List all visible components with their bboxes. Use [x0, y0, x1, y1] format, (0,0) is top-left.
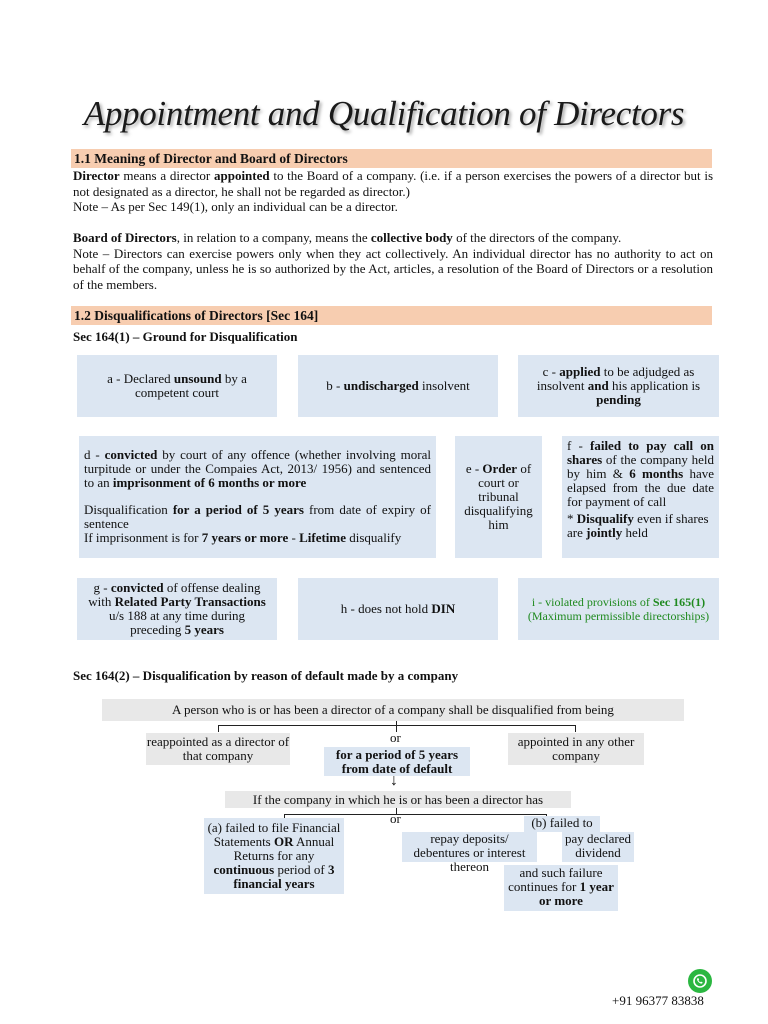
sub-heading-164-2: Sec 164(2) – Disqualification by reason of default made by a company [73, 668, 459, 683]
flow-branch-right [575, 725, 576, 732]
flow-branch-line [218, 725, 576, 726]
sub-heading-164-1: Sec 164(1) – Ground for Disqualification [73, 329, 298, 344]
page-title: Appointment and Qualification of Directors [83, 94, 685, 133]
ground-i-box: i - violated provisions of Sec 165(1) (Maximum permissible directorships) [518, 578, 719, 640]
section-heading-2: 1.2 Disqualifications of Directors [Sec 164] [71, 306, 712, 325]
board-definition: Board of Directors, in relation to a company, means the collective body of the directors of the company. Note – Directors can exercise powers only when they act collectively. An individual director has no authority to act on behalf of the company, unless he is so authorized by the Act, articles, a resolution of the Board of Directors or a resolution of the members. [73, 230, 713, 292]
ground-h-box: h - does not hold DIN [298, 578, 498, 640]
whatsapp-icon[interactable] [688, 969, 712, 993]
flow-period-box: for a period of 5 years from date of default [324, 747, 470, 776]
flow-branch-left [218, 725, 219, 732]
ground-g-box: g - convicted of offense dealing with Related Party Transactions u/s 188 at any time during preceding 5 years [77, 578, 277, 640]
flow-or-1: or [390, 730, 401, 745]
ground-d-box: d - convicted by court of any offence (whether involving moral turpitude or under the Compaies Act, 2013/ 1956) and sentenced to an imprisonment of 6 months or more Disqualification for a period of 5 years from date of expiry of sentence If imprisonment is for 7 years or more - Lifetime disqualify [79, 436, 436, 558]
section-heading-1: 1.1 Meaning of Director and Board of Directors [71, 149, 712, 168]
flow-or-2: or [390, 811, 401, 826]
ground-c-box: c - applied to be adjudged as insolvent and his application is pending [518, 355, 719, 417]
flow-appointed-other-box: appointed in any other company [508, 733, 644, 765]
flow-branch2-line [284, 814, 546, 815]
ground-b-box: b - undischarged insolvent [298, 355, 498, 417]
ground-a-box: a - Declared unsound by a competent court [77, 355, 277, 417]
flow-b-dividend-box: pay declared dividend [562, 832, 634, 862]
director-definition: Director means a director appointed to the Board of a company. (i.e. if a person exercises the powers of a director but is not designated as a director, he shall not be regarded as director.) Note – As per Sec 149(1), only an individual can be a director. [73, 168, 713, 214]
flow-down-arrow-icon: ↓ [390, 772, 398, 789]
ground-f-box: f - failed to pay call on shares of the company held by him & 6 months have elapsed from the due date for payment of call * Disqualify even if shares are jointly held [562, 436, 719, 558]
flow-b-continues-box: and such failure continues for 1 year or more [504, 865, 618, 911]
flow-top-box: A person who is or has been a director of a company shall be disqualified from being [102, 699, 684, 721]
ground-e-box: e - Order of court or tribunal disqualifying him [455, 436, 542, 558]
flow-b-repay-box: repay deposits/ debentures or interest thereon [402, 832, 537, 862]
flow-reappointed-box: reappointed as a director of that company [146, 734, 290, 763]
phone-number[interactable]: +91 96377 83838 [612, 993, 704, 1008]
flow-if-box: If the company in which he is or has been a director has [225, 791, 571, 808]
flow-a-box: (a) failed to file Financial Statements OR Annual Returns for any continuous period of 3 financial years [204, 818, 344, 894]
flow-b-label: (b) failed to [524, 816, 600, 832]
